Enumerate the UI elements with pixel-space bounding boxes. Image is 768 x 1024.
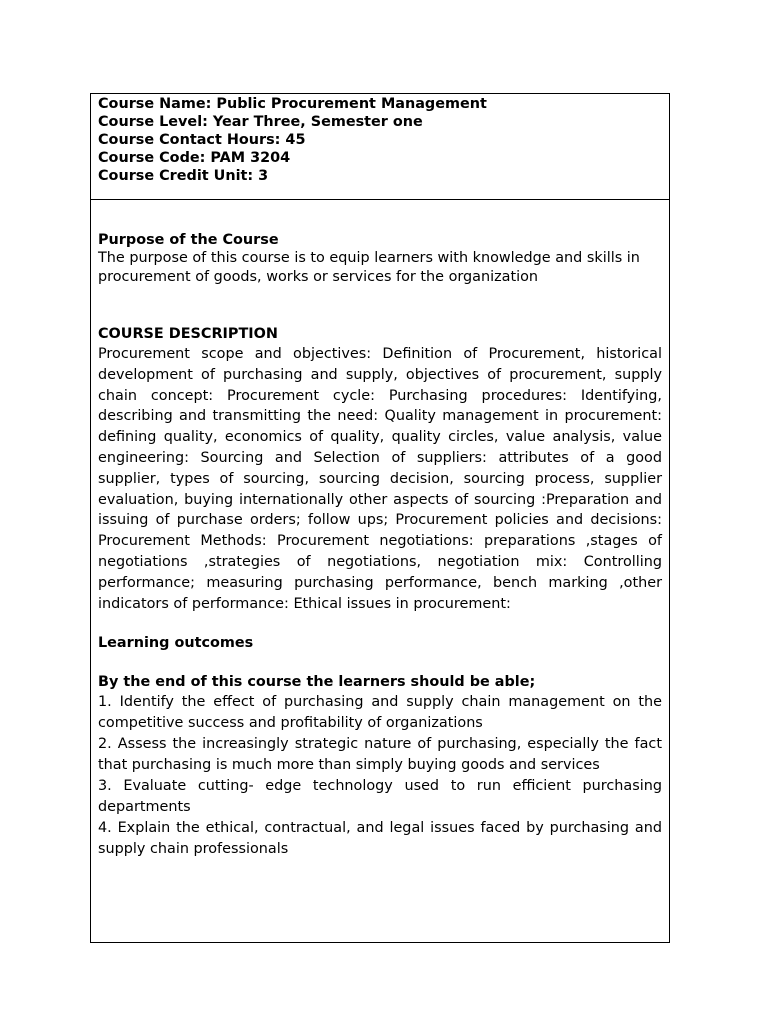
outcome-item: 4. Explain the ethical, contractual, and legal issues faced by purchasing and supply chain professionals — [98, 820, 662, 858]
purpose-text: The purpose of this course is to equip learners with knowledge and skills in procurement of goods, works or services for the organization — [98, 250, 640, 285]
course-credit-unit: Course Credit Unit: 3 — [98, 168, 269, 184]
outcome-item: 1. Identify the effect of purchasing and supply chain management on the competitive success and profitability of organizations — [98, 694, 662, 732]
course-code: Course Code: PAM 3204 — [98, 150, 291, 166]
course-info-cell — [91, 95, 669, 200]
course-level: Course Level: Year Three, Semester one — [98, 114, 423, 130]
purpose-heading: Purpose of the Course — [98, 232, 279, 248]
description-text: Procurement scope and objectives: Definition of Procurement, historical development of purchasing and supply, objectives of procurement, supply chain concept: Procurement cycle: Purchasing procedures: Identifying, describing and transmitting the need: Quality management in procurement: defining quality, economics of quality, quality circles, value analysis, value engineering: Sourcing and Selection of suppliers: attributes of a good supplier, types of sourcing, sourcing decision, sourcing process, supplier evaluation, buying internationally other aspects of sourcing :Preparation and issuing of purchase orders; follow ups; Procurement policies and decisions: Procurement Methods: Procurement negotiations: preparations ,stages of negotiations ,strategies of negotiations, negotiation mix: Controlling performance; measuring purchasing performance, bench marking ,other indicators of performance: Ethical issues in procurement: — [98, 346, 662, 612]
outcome-item: 2. Assess the increasingly strategic nature of purchasing, especially the fact that purchasing is much more than simply buying goods and services — [98, 736, 662, 774]
outcomes-heading: Learning outcomes — [98, 635, 254, 652]
outcomes-intro: By the end of this course the learners should be able; — [98, 674, 536, 691]
course-details-cell — [91, 231, 669, 942]
outcome-item: 3. Evaluate cutting- edge technology used to run efficient purchasing departments — [98, 778, 662, 816]
course-name: Course Name: Public Procurement Management — [98, 96, 487, 112]
course-contact-hours: Course Contact Hours: 45 — [98, 132, 306, 148]
description-heading: COURSE DESCRIPTION — [98, 326, 278, 342]
course-outline-table — [90, 93, 670, 943]
